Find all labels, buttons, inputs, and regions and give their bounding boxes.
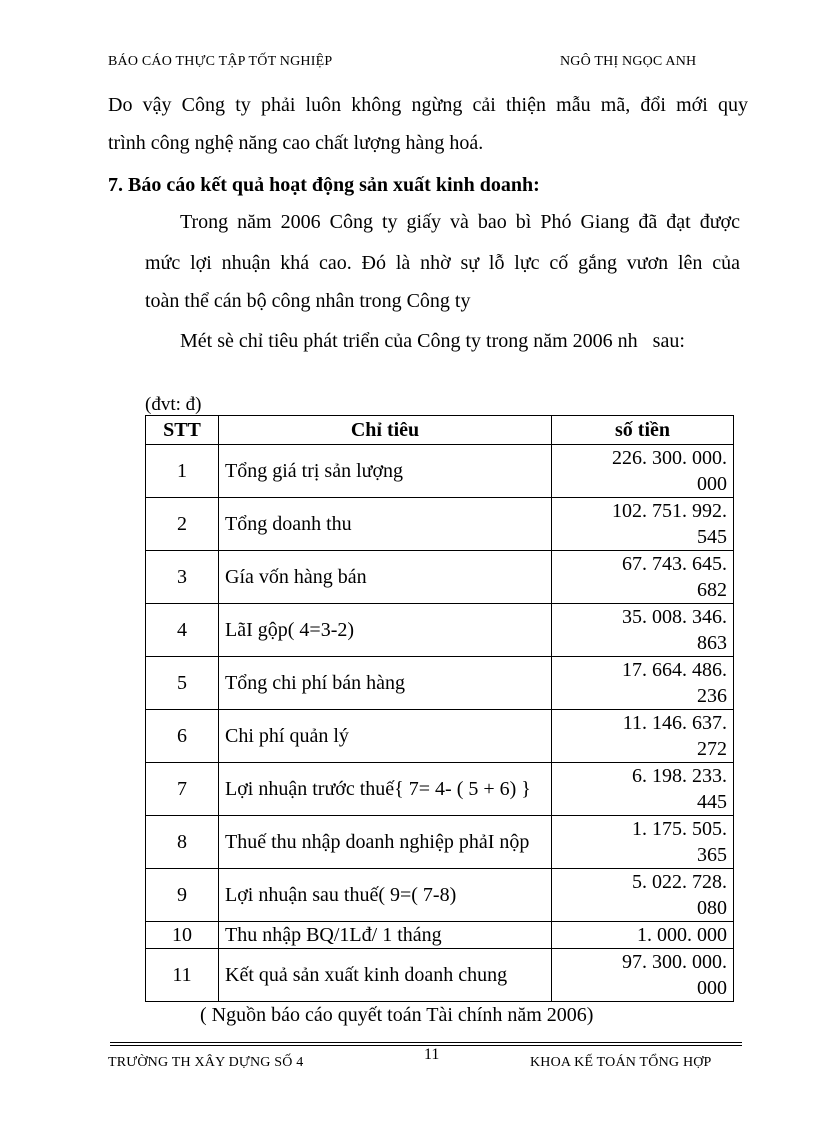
row-amount-line-2: 080	[697, 897, 727, 919]
row-item: Thu nhập BQ/1Lđ/ 1 tháng	[219, 922, 552, 949]
table-row	[146, 551, 734, 604]
paragraph-1-line-2: mức lợi nhuận khá cao. Đó là nhờ sự lỗ lực cố gắng vươn lên của	[145, 252, 740, 274]
row-item: Gía vốn hàng bán	[219, 551, 552, 604]
row-amount	[552, 869, 734, 922]
row-stt: 6	[146, 710, 219, 763]
table-row	[146, 869, 734, 922]
table-row	[146, 498, 734, 551]
row-amount-line-2: 000	[697, 977, 727, 999]
row-item: Tổng doanh thu	[219, 498, 552, 551]
row-stt: 9	[146, 869, 219, 922]
table-row	[146, 445, 734, 498]
intro-line-1: Do vậy Công ty phải luôn không ngừng cải thiện mẫu mã, đổi mới quy	[108, 94, 748, 116]
source-note: ( Nguồn báo cáo quyết toán Tài chính năm 2006)	[200, 1004, 594, 1026]
row-amount-line-2: 545	[697, 526, 727, 548]
row-amount-line-1: 11. 146. 637.	[622, 712, 727, 734]
row-stt: 1	[146, 445, 219, 498]
row-amount	[552, 657, 734, 710]
row-item: Thuế thu nhập doanh nghiệp phảI nộp	[219, 816, 552, 869]
row-item: Lợi nhuận sau thuế( 9=( 7-8)	[219, 869, 552, 922]
table-row	[146, 949, 734, 1002]
section-heading: 7. Báo cáo kết quả hoạt động sản xuất kinh doanh:	[108, 174, 540, 196]
paragraph-1-line-1: Trong năm 2006 Công ty giấy và bao bì Phó Giang đã đạt được	[180, 211, 740, 233]
row-stt: 10	[146, 922, 219, 949]
row-amount-line-2: 000	[697, 473, 727, 495]
footer-rule-top	[110, 1042, 742, 1043]
paragraph-1-line-3: toàn thể cán bộ công nhân trong Công ty	[145, 290, 471, 312]
row-amount-line-1: 35. 008. 346.	[622, 606, 727, 628]
row-amount-line-1: 5. 022. 728.	[632, 871, 727, 893]
table-row	[146, 604, 734, 657]
row-amount-line-2: 272	[697, 738, 727, 760]
row-stt: 4	[146, 604, 219, 657]
row-amount-line-2: 236	[697, 685, 727, 707]
table-row	[146, 816, 734, 869]
row-stt: 3	[146, 551, 219, 604]
row-amount-line-1: 17. 664. 486.	[622, 659, 727, 681]
row-amount	[552, 445, 734, 498]
intro-line-2: trình công nghệ năng cao chất lượng hàng hoá.	[108, 132, 484, 154]
table-row	[146, 763, 734, 816]
row-amount-line-1: 67. 743. 645.	[622, 553, 727, 575]
row-amount	[552, 816, 734, 869]
row-amount	[552, 498, 734, 551]
row-amount-line-2: 445	[697, 791, 727, 813]
table-body	[146, 445, 734, 1002]
row-amount	[552, 604, 734, 657]
row-item: Tổng chi phí bán hàng	[219, 657, 552, 710]
row-amount-line-2: 365	[697, 844, 727, 866]
row-amount	[552, 922, 734, 949]
row-amount-line-2: 863	[697, 632, 727, 654]
header-amount: số tiền	[552, 416, 734, 445]
header-right: NGÔ THỊ NGỌC ANH	[560, 54, 697, 69]
row-item: Tổng giá trị sản lượng	[219, 445, 552, 498]
row-stt: 7	[146, 763, 219, 816]
row-stt: 11	[146, 949, 219, 1002]
row-item: Lợi nhuận trước thuế{ 7= 4- ( 5 + 6) }	[219, 763, 552, 816]
table-row	[146, 922, 734, 949]
table-header-row	[146, 416, 734, 445]
row-amount-line-2: 682	[697, 579, 727, 601]
row-amount	[552, 763, 734, 816]
row-amount	[552, 551, 734, 604]
row-item: Chi phí quản lý	[219, 710, 552, 763]
row-stt: 5	[146, 657, 219, 710]
unit-label: (đvt: đ)	[145, 394, 202, 415]
row-item: Kết quả sản xuất kinh doanh chung	[219, 949, 552, 1002]
table-row	[146, 710, 734, 763]
report-table	[145, 415, 734, 1002]
row-amount-line-1: 102. 751. 992.	[612, 500, 727, 522]
footer-left: TRƯỜNG TH XÂY DỰNG SỐ 4	[108, 1055, 304, 1070]
header-item: Chỉ tiêu	[219, 416, 552, 445]
row-amount	[552, 949, 734, 1002]
row-amount-line-1: 6. 198. 233.	[632, 765, 727, 787]
row-amount	[552, 710, 734, 763]
paragraph-2: Mét sè chỉ tiêu phát triển của Công ty trong năm 2006 nh sau:	[180, 330, 685, 352]
row-amount-line-1: 226. 300. 000.	[612, 447, 727, 469]
header-left: BÁO CÁO THỰC TẬP TỐT NGHIỆP	[108, 54, 333, 69]
header-stt: STT	[146, 416, 219, 445]
row-amount-line-1: 1. 000. 000	[637, 924, 727, 946]
page-number: 11	[424, 1046, 440, 1063]
footer-right: KHOA KẾ TOÁN TỔNG HỢP	[530, 1055, 712, 1070]
row-stt: 2	[146, 498, 219, 551]
table-row	[146, 657, 734, 710]
row-item: LãI gộp( 4=3-2)	[219, 604, 552, 657]
row-amount-line-1: 97. 300. 000.	[622, 951, 727, 973]
row-amount-line-1: 1. 175. 505.	[632, 818, 727, 840]
row-stt: 8	[146, 816, 219, 869]
